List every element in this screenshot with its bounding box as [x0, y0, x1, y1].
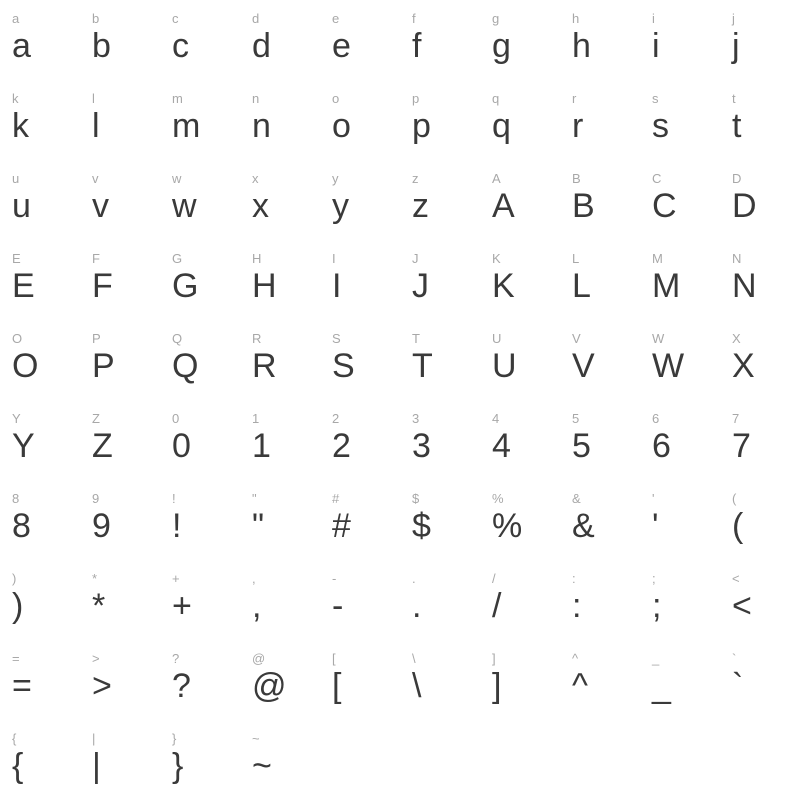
glyph-cell[interactable] — [650, 486, 730, 566]
glyph-sample: # — [332, 507, 351, 545]
glyph-cell[interactable] — [650, 246, 730, 326]
glyph-cell[interactable] — [250, 246, 330, 326]
glyph-cell[interactable] — [410, 326, 490, 406]
glyph-cell[interactable] — [250, 486, 330, 566]
glyph-label: D — [732, 171, 742, 186]
glyph-cell[interactable] — [250, 566, 330, 646]
glyph-label: ' — [652, 491, 655, 506]
glyph-label: f — [412, 11, 416, 26]
glyph-cell[interactable] — [90, 246, 170, 326]
glyph-sample: f — [412, 27, 422, 65]
glyph-sample: @ — [252, 667, 287, 705]
glyph-sample: , — [252, 587, 262, 625]
glyph-label: r — [572, 91, 577, 106]
glyph-cell[interactable] — [10, 6, 90, 86]
glyph-cell[interactable] — [330, 6, 410, 86]
glyph-cell[interactable] — [250, 86, 330, 166]
glyph-cell[interactable] — [490, 166, 570, 246]
glyph-sample: j — [732, 27, 740, 65]
glyph-label: $ — [412, 491, 420, 506]
glyph-cell[interactable] — [170, 406, 250, 486]
glyph-sample: ) — [12, 587, 24, 625]
glyph-label: O — [12, 331, 23, 346]
glyph-cell[interactable] — [490, 566, 570, 646]
glyph-cell[interactable] — [90, 6, 170, 86]
glyph-cell[interactable] — [650, 166, 730, 246]
glyph-label: 1 — [252, 411, 260, 426]
glyph-cell[interactable] — [730, 406, 800, 486]
glyph-sample: b — [92, 27, 111, 65]
glyph-cell[interactable] — [650, 326, 730, 406]
glyph-label: \ — [412, 651, 416, 666]
glyph-sample: 7 — [732, 427, 751, 465]
glyph-sample: l — [92, 107, 100, 145]
glyph-cell[interactable] — [330, 246, 410, 326]
glyph-cell[interactable] — [410, 6, 490, 86]
glyph-cell[interactable] — [570, 326, 650, 406]
glyph-label: Y — [12, 411, 21, 426]
glyph-sample: * — [92, 587, 106, 625]
glyph-sample: u — [12, 187, 31, 225]
glyph-cell[interactable] — [490, 6, 570, 86]
glyph-cell[interactable] — [730, 6, 800, 86]
glyph-label: 5 — [572, 411, 580, 426]
glyph-sample: C — [652, 187, 677, 225]
glyph-cell[interactable] — [570, 6, 650, 86]
glyph-label: M — [652, 251, 663, 266]
glyph-cell[interactable] — [410, 166, 490, 246]
glyph-sample: ' — [652, 507, 659, 545]
glyph-label: : — [572, 571, 576, 586]
glyph-label: Z — [92, 411, 100, 426]
glyph-label: @ — [252, 651, 266, 666]
glyph-sample: V — [572, 347, 595, 385]
glyph-sample: z — [412, 187, 429, 225]
glyph-label: - — [332, 571, 337, 586]
glyph-sample: & — [572, 507, 595, 545]
glyph-sample: H — [252, 267, 277, 305]
glyph-cell[interactable] — [730, 646, 800, 726]
glyph-cell[interactable] — [90, 326, 170, 406]
glyph-sample: - — [332, 587, 344, 625]
glyph-label: ] — [492, 651, 496, 666]
glyph-cell[interactable] — [170, 726, 250, 806]
glyph-sample: P — [92, 347, 115, 385]
glyph-label: B — [572, 171, 581, 186]
glyph-label: g — [492, 11, 500, 26]
glyph-label: j — [732, 11, 735, 26]
glyph-cell[interactable] — [570, 166, 650, 246]
glyph-label: F — [92, 251, 100, 266]
glyph-label: 0 — [172, 411, 180, 426]
glyph-label: ` — [732, 651, 737, 666]
glyph-cell[interactable] — [330, 326, 410, 406]
glyph-sample: 0 — [172, 427, 191, 465]
glyph-cell[interactable] — [90, 406, 170, 486]
glyph-cell[interactable] — [170, 326, 250, 406]
glyph-sample: 3 — [412, 427, 431, 465]
glyph-sample: a — [12, 27, 31, 65]
glyph-cell[interactable] — [490, 86, 570, 166]
glyph-label: o — [332, 91, 340, 106]
glyph-cell[interactable] — [10, 726, 90, 806]
glyph-sample: { — [12, 747, 24, 785]
glyph-cell[interactable] — [10, 326, 90, 406]
glyph-cell[interactable] — [570, 246, 650, 326]
glyph-label: N — [732, 251, 742, 266]
glyph-sample: S — [332, 347, 355, 385]
glyph-sample: : — [572, 587, 582, 625]
glyph-sample: = — [12, 667, 32, 705]
glyph-cell[interactable] — [410, 246, 490, 326]
glyph-sample: v — [92, 187, 109, 225]
glyph-cell[interactable] — [250, 726, 330, 806]
glyph-label: b — [92, 11, 100, 26]
glyph-sample: p — [412, 107, 431, 145]
glyph-sample: r — [572, 107, 584, 145]
glyph-label: u — [12, 171, 20, 186]
glyph-cell[interactable] — [170, 166, 250, 246]
glyph-sample: k — [12, 107, 29, 145]
glyph-sample: ^ — [572, 667, 588, 705]
glyph-cell[interactable] — [90, 86, 170, 166]
glyph-sample: T — [412, 347, 433, 385]
glyph-sample: y — [332, 187, 349, 225]
glyph-label: ^ — [572, 651, 579, 666]
glyph-cell[interactable] — [570, 566, 650, 646]
glyph-cell[interactable] — [90, 646, 170, 726]
glyph-sample: I — [332, 267, 342, 305]
glyph-label: w — [172, 171, 182, 186]
glyph-label: ? — [172, 651, 180, 666]
glyph-label: t — [732, 91, 736, 106]
glyph-label: } — [172, 731, 177, 746]
glyph-sample: x — [252, 187, 269, 225]
glyph-sample: c — [172, 27, 189, 65]
glyph-label: 7 — [732, 411, 740, 426]
glyph-sample: 6 — [652, 427, 671, 465]
glyph-label: A — [492, 171, 501, 186]
glyph-label: I — [332, 251, 336, 266]
glyph-cell[interactable] — [170, 566, 250, 646]
glyph-cell[interactable] — [650, 646, 730, 726]
glyph-label: z — [412, 171, 419, 186]
glyph-label: H — [252, 251, 262, 266]
glyph-cell[interactable] — [410, 566, 490, 646]
glyph-label: < — [732, 571, 740, 586]
glyph-label: c — [172, 11, 179, 26]
glyph-sample: | — [92, 747, 101, 785]
glyph-cell[interactable] — [10, 566, 90, 646]
glyph-label: e — [332, 11, 340, 26]
glyph-cell[interactable] — [570, 406, 650, 486]
glyph-cell[interactable] — [570, 86, 650, 166]
glyph-sample: d — [252, 27, 271, 65]
glyph-sample: G — [172, 267, 199, 305]
glyph-sample: ? — [172, 667, 191, 705]
glyph-sample: Q — [172, 347, 199, 385]
glyph-sample: ! — [172, 507, 182, 545]
glyph-label: _ — [652, 651, 660, 666]
glyph-sample: ` — [732, 667, 744, 705]
glyph-cell[interactable] — [650, 86, 730, 166]
glyph-label: % — [492, 491, 504, 506]
glyph-label: ! — [172, 491, 176, 506]
glyph-label: P — [92, 331, 101, 346]
glyph-label: U — [492, 331, 502, 346]
glyph-sample: K — [492, 267, 515, 305]
glyph-cell[interactable] — [170, 86, 250, 166]
glyph-cell[interactable] — [330, 646, 410, 726]
glyph-sample: E — [12, 267, 35, 305]
glyph-label: a — [12, 11, 20, 26]
glyph-cell[interactable] — [90, 566, 170, 646]
glyph-cell[interactable] — [730, 566, 800, 646]
glyph-label: ; — [652, 571, 656, 586]
glyph-label: x — [252, 171, 259, 186]
glyph-label: S — [332, 331, 341, 346]
glyph-cell[interactable] — [730, 486, 800, 566]
glyph-sample: . — [412, 587, 422, 625]
glyph-cell[interactable] — [490, 406, 570, 486]
glyph-sample: [ — [332, 667, 342, 705]
glyph-label: J — [412, 251, 419, 266]
glyph-sample: ] — [492, 667, 502, 705]
glyph-label: > — [92, 651, 100, 666]
glyph-cell[interactable] — [730, 246, 800, 326]
glyph-label: 4 — [492, 411, 500, 426]
glyph-sample: 4 — [492, 427, 511, 465]
glyph-sample: 9 — [92, 507, 111, 545]
glyph-label: / — [492, 571, 496, 586]
glyph-sample: L — [572, 267, 591, 305]
glyph-sample: > — [92, 667, 112, 705]
glyph-cell[interactable] — [330, 406, 410, 486]
glyph-label: 9 — [92, 491, 100, 506]
glyph-sample: % — [492, 507, 523, 545]
glyph-sample: D — [732, 187, 757, 225]
glyph-sample: 5 — [572, 427, 591, 465]
glyph-sample: e — [332, 27, 351, 65]
glyph-label: 2 — [332, 411, 340, 426]
glyph-label: 3 — [412, 411, 420, 426]
glyph-sample: o — [332, 107, 351, 145]
glyph-label: T — [412, 331, 420, 346]
glyph-label: W — [652, 331, 665, 346]
glyph-sample: " — [252, 507, 265, 545]
glyph-cell[interactable] — [490, 246, 570, 326]
glyph-label: { — [12, 731, 17, 746]
glyph-sample: ~ — [252, 747, 272, 785]
glyph-label: , — [252, 571, 256, 586]
glyph-cell[interactable] — [90, 486, 170, 566]
glyph-label: * — [92, 571, 98, 586]
glyph-label: 6 — [652, 411, 660, 426]
glyph-sample: F — [92, 267, 113, 305]
glyph-label: E — [12, 251, 21, 266]
glyph-sample: s — [652, 107, 669, 145]
glyph-cell[interactable] — [570, 486, 650, 566]
glyph-sample: 1 — [252, 427, 271, 465]
glyph-sample: $ — [412, 507, 431, 545]
glyph-cell[interactable] — [650, 566, 730, 646]
glyph-label: G — [172, 251, 183, 266]
glyph-cell[interactable] — [410, 86, 490, 166]
glyph-label: y — [332, 171, 339, 186]
glyph-label: h — [572, 11, 580, 26]
glyph-cell[interactable] — [330, 566, 410, 646]
glyph-label: m — [172, 91, 183, 106]
glyph-cell[interactable] — [410, 406, 490, 486]
glyph-sample: w — [172, 187, 197, 225]
glyph-label: Q — [172, 331, 183, 346]
glyph-label: L — [572, 251, 580, 266]
glyph-sample: Y — [12, 427, 35, 465]
glyph-sample: W — [652, 347, 685, 385]
glyph-sample: i — [652, 27, 660, 65]
glyph-sample: R — [252, 347, 277, 385]
glyph-cell[interactable] — [330, 86, 410, 166]
glyph-sample: 8 — [12, 507, 31, 545]
glyph-sample: < — [732, 587, 752, 625]
glyph-sample: h — [572, 27, 591, 65]
glyph-sample: 2 — [332, 427, 351, 465]
glyph-label: = — [12, 651, 20, 666]
glyph-cell[interactable] — [250, 326, 330, 406]
glyph-cell[interactable] — [90, 166, 170, 246]
glyph-sample: A — [492, 187, 515, 225]
glyph-cell[interactable] — [170, 6, 250, 86]
glyph-label: l — [92, 91, 95, 106]
glyph-sample: U — [492, 347, 517, 385]
glyph-cell[interactable] — [730, 166, 800, 246]
glyph-cell[interactable] — [10, 86, 90, 166]
glyph-label: X — [732, 331, 741, 346]
glyph-label: s — [652, 91, 659, 106]
glyph-sample: q — [492, 107, 511, 145]
glyph-cell[interactable] — [570, 646, 650, 726]
glyph-sample: B — [572, 187, 595, 225]
glyph-cell[interactable] — [650, 406, 730, 486]
glyph-sample: X — [732, 347, 755, 385]
glyph-label: [ — [332, 651, 336, 666]
glyph-cell[interactable] — [170, 646, 250, 726]
glyph-label: " — [252, 491, 257, 506]
glyph-label: | — [92, 731, 96, 746]
glyph-sample: / — [492, 587, 502, 625]
glyph-sample: m — [172, 107, 201, 145]
glyph-label: q — [492, 91, 500, 106]
glyph-label: k — [12, 91, 19, 106]
glyph-label: ( — [732, 491, 737, 506]
glyph-sample: n — [252, 107, 271, 145]
glyph-sample: + — [172, 587, 192, 625]
glyph-cell[interactable] — [250, 406, 330, 486]
glyph-cell[interactable] — [650, 6, 730, 86]
glyph-cell[interactable] — [250, 6, 330, 86]
glyph-label: R — [252, 331, 262, 346]
glyph-cell[interactable] — [330, 166, 410, 246]
glyph-label: 8 — [12, 491, 20, 506]
glyph-cell[interactable] — [10, 166, 90, 246]
glyph-cell[interactable] — [410, 486, 490, 566]
glyph-label: v — [92, 171, 99, 186]
glyph-cell[interactable] — [170, 486, 250, 566]
glyph-sample: } — [172, 747, 184, 785]
glyph-label: C — [652, 171, 662, 186]
glyph-label: & — [572, 491, 581, 506]
glyph-sample: Z — [92, 427, 113, 465]
glyph-label: . — [412, 571, 416, 586]
glyph-label: p — [412, 91, 420, 106]
glyph-cell[interactable] — [330, 486, 410, 566]
glyph-cell[interactable] — [10, 486, 90, 566]
glyph-label: + — [172, 571, 180, 586]
glyph-cell[interactable] — [730, 86, 800, 166]
glyph-cell[interactable] — [410, 646, 490, 726]
glyph-label: n — [252, 91, 260, 106]
glyph-sample: M — [652, 267, 681, 305]
glyph-sample: J — [412, 267, 429, 305]
glyph-cell[interactable] — [250, 646, 330, 726]
glyph-label: ) — [12, 571, 17, 586]
glyph-sample: t — [732, 107, 742, 145]
glyph-sample: ; — [652, 587, 662, 625]
glyph-cell[interactable] — [10, 246, 90, 326]
glyph-label: d — [252, 11, 260, 26]
glyph-sample: ( — [732, 507, 744, 545]
glyph-cell[interactable] — [490, 486, 570, 566]
glyph-sample: g — [492, 27, 511, 65]
glyph-label: V — [572, 331, 581, 346]
glyph-cell[interactable] — [10, 646, 90, 726]
glyph-cell[interactable] — [490, 646, 570, 726]
glyph-cell[interactable] — [170, 246, 250, 326]
glyph-sample: N — [732, 267, 757, 305]
glyph-cell[interactable] — [490, 326, 570, 406]
glyph-sample: \ — [412, 667, 422, 705]
glyph-label: K — [492, 251, 501, 266]
glyph-sample: _ — [652, 667, 671, 705]
glyph-cell[interactable] — [250, 166, 330, 246]
glyph-label: i — [652, 11, 655, 26]
glyph-sample: O — [12, 347, 39, 385]
glyph-cell[interactable] — [90, 726, 170, 806]
glyph-cell[interactable] — [10, 406, 90, 486]
glyph-cell[interactable] — [730, 326, 800, 406]
glyph-label: # — [332, 491, 340, 506]
glyph-label: ~ — [252, 731, 260, 746]
